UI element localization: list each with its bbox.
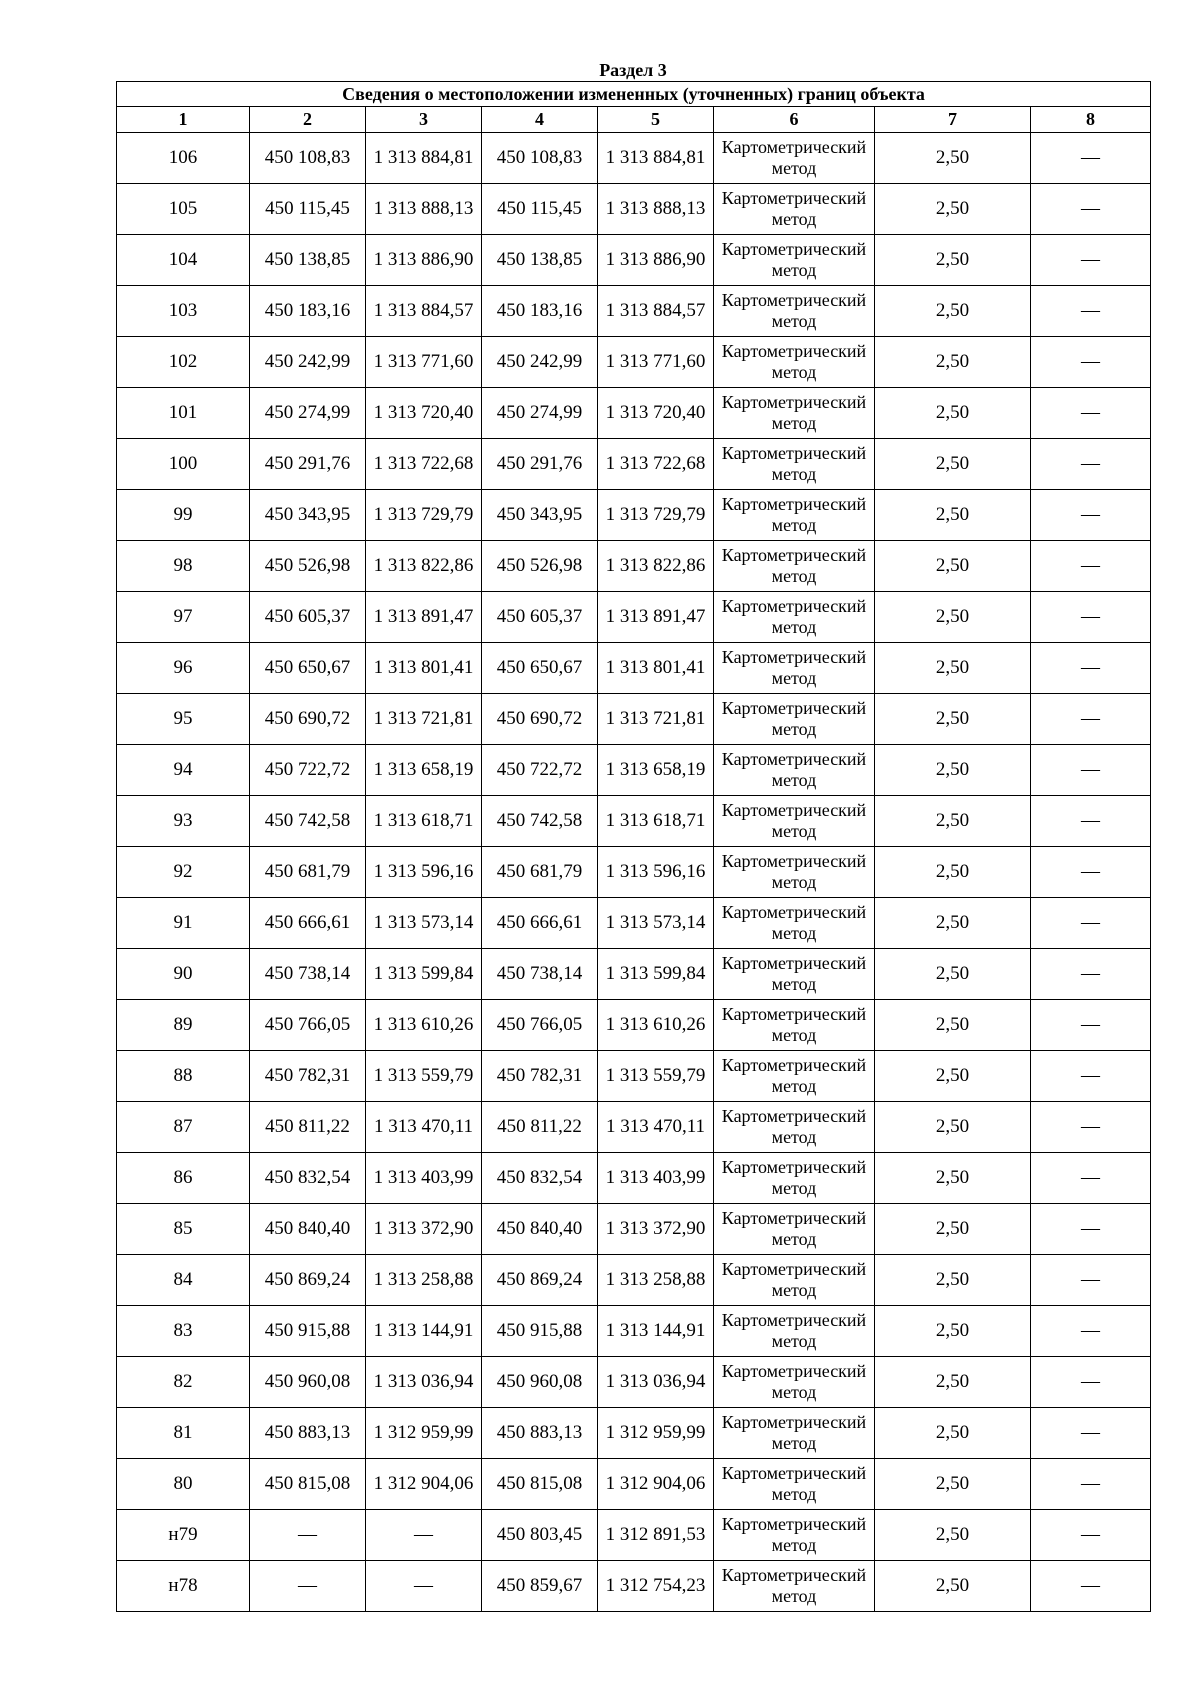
method-cell: Картометрический метод — [714, 643, 875, 694]
new-x-cell: 450 811,22 — [482, 1102, 598, 1153]
method-cell: Картометрический метод — [714, 1561, 875, 1612]
accuracy-cell: 2,50 — [875, 847, 1031, 898]
method-cell: Картометрический метод — [714, 1255, 875, 1306]
new-x-cell: 450 738,14 — [482, 949, 598, 1000]
old-y-cell: 1 313 610,26 — [366, 1000, 482, 1051]
point-number-cell: 104 — [117, 235, 250, 286]
table-row — [117, 1561, 1151, 1612]
new-y-cell: 1 313 559,79 — [598, 1051, 714, 1102]
accuracy-cell: 2,50 — [875, 1000, 1031, 1051]
old-y-cell: 1 313 721,81 — [366, 694, 482, 745]
old-x-cell: 450 274,99 — [250, 388, 366, 439]
old-y-cell: 1 313 470,11 — [366, 1102, 482, 1153]
accuracy-cell: 2,50 — [875, 184, 1031, 235]
new-y-cell: 1 312 904,06 — [598, 1459, 714, 1510]
accuracy-cell: 2,50 — [875, 1204, 1031, 1255]
old-y-cell: — — [366, 1510, 482, 1561]
point-number-cell: 92 — [117, 847, 250, 898]
accuracy-cell: 2,50 — [875, 490, 1031, 541]
accuracy-cell: 2,50 — [875, 439, 1031, 490]
old-y-cell: 1 312 904,06 — [366, 1459, 482, 1510]
method-cell: Картометрический метод — [714, 286, 875, 337]
new-x-cell: 450 766,05 — [482, 1000, 598, 1051]
old-y-cell: 1 313 891,47 — [366, 592, 482, 643]
old-x-cell: 450 138,85 — [250, 235, 366, 286]
accuracy-cell: 2,50 — [875, 541, 1031, 592]
new-y-cell: 1 313 610,26 — [598, 1000, 714, 1051]
new-x-cell: 450 526,98 — [482, 541, 598, 592]
old-y-cell: 1 313 884,81 — [366, 133, 482, 184]
accuracy-cell: 2,50 — [875, 1510, 1031, 1561]
old-y-cell: 1 313 729,79 — [366, 490, 482, 541]
old-y-cell: 1 313 658,19 — [366, 745, 482, 796]
old-x-cell: 450 681,79 — [250, 847, 366, 898]
description-cell: — — [1031, 1561, 1151, 1612]
accuracy-cell: 2,50 — [875, 1102, 1031, 1153]
new-x-cell: 450 108,83 — [482, 133, 598, 184]
description-cell: — — [1031, 949, 1151, 1000]
method-cell: Картометрический метод — [714, 1357, 875, 1408]
point-number-cell: 86 — [117, 1153, 250, 1204]
old-x-cell: 450 883,13 — [250, 1408, 366, 1459]
accuracy-cell: 2,50 — [875, 133, 1031, 184]
new-y-cell: 1 313 729,79 — [598, 490, 714, 541]
description-cell: — — [1031, 1459, 1151, 1510]
description-cell: — — [1031, 490, 1151, 541]
table-row — [117, 949, 1151, 1000]
old-x-cell: — — [250, 1510, 366, 1561]
new-x-cell: 450 782,31 — [482, 1051, 598, 1102]
method-cell: Картометрический метод — [714, 184, 875, 235]
old-x-cell: 450 832,54 — [250, 1153, 366, 1204]
description-cell: — — [1031, 1153, 1151, 1204]
description-cell: — — [1031, 133, 1151, 184]
old-y-cell: 1 313 771,60 — [366, 337, 482, 388]
accuracy-cell: 2,50 — [875, 388, 1031, 439]
description-cell: — — [1031, 1000, 1151, 1051]
old-x-cell: 450 291,76 — [250, 439, 366, 490]
old-y-cell: 1 313 372,90 — [366, 1204, 482, 1255]
new-x-cell: 450 650,67 — [482, 643, 598, 694]
accuracy-cell: 2,50 — [875, 643, 1031, 694]
method-cell: Картометрический метод — [714, 1204, 875, 1255]
point-number-cell: 85 — [117, 1204, 250, 1255]
description-cell: — — [1031, 1408, 1151, 1459]
description-cell: — — [1031, 898, 1151, 949]
table-row — [117, 1459, 1151, 1510]
old-x-cell: 450 115,45 — [250, 184, 366, 235]
method-cell: Картометрический метод — [714, 1102, 875, 1153]
accuracy-cell: 2,50 — [875, 592, 1031, 643]
method-cell: Картометрический метод — [714, 1051, 875, 1102]
description-cell: — — [1031, 745, 1151, 796]
new-x-cell: 450 681,79 — [482, 847, 598, 898]
new-y-cell: 1 313 721,81 — [598, 694, 714, 745]
old-x-cell: 450 242,99 — [250, 337, 366, 388]
old-x-cell: 450 766,05 — [250, 1000, 366, 1051]
description-cell: — — [1031, 592, 1151, 643]
point-number-cell: 96 — [117, 643, 250, 694]
point-number-cell: 102 — [117, 337, 250, 388]
new-x-cell: 450 242,99 — [482, 337, 598, 388]
table-row — [117, 1306, 1151, 1357]
point-number-cell: 91 — [117, 898, 250, 949]
column-number: 3 — [366, 107, 482, 133]
method-cell: Картометрический метод — [714, 847, 875, 898]
table-row — [117, 184, 1151, 235]
description-cell: — — [1031, 541, 1151, 592]
table-row — [117, 1408, 1151, 1459]
old-y-cell: 1 313 258,88 — [366, 1255, 482, 1306]
old-y-cell: 1 313 888,13 — [366, 184, 482, 235]
column-number: 6 — [714, 107, 875, 133]
new-y-cell: 1 313 884,57 — [598, 286, 714, 337]
column-number: 4 — [482, 107, 598, 133]
table-row — [117, 388, 1151, 439]
table-row — [117, 745, 1151, 796]
table-row — [117, 1000, 1151, 1051]
table-row — [117, 847, 1151, 898]
column-number: 8 — [1031, 107, 1151, 133]
old-y-cell: 1 313 886,90 — [366, 235, 482, 286]
new-y-cell: 1 313 658,19 — [598, 745, 714, 796]
old-x-cell: 450 782,31 — [250, 1051, 366, 1102]
description-cell: — — [1031, 847, 1151, 898]
accuracy-cell: 2,50 — [875, 286, 1031, 337]
method-cell: Картометрический метод — [714, 1153, 875, 1204]
new-y-cell: 1 313 822,86 — [598, 541, 714, 592]
method-cell: Картометрический метод — [714, 439, 875, 490]
table-caption-row — [117, 82, 1151, 107]
table-row — [117, 235, 1151, 286]
new-x-cell: 450 605,37 — [482, 592, 598, 643]
method-cell: Картометрический метод — [714, 592, 875, 643]
method-cell: Картометрический метод — [714, 235, 875, 286]
table-row — [117, 592, 1151, 643]
new-x-cell: 450 690,72 — [482, 694, 598, 745]
new-x-cell: 450 666,61 — [482, 898, 598, 949]
old-x-cell: 450 815,08 — [250, 1459, 366, 1510]
old-x-cell: 450 690,72 — [250, 694, 366, 745]
point-number-cell: 84 — [117, 1255, 250, 1306]
old-y-cell: 1 312 959,99 — [366, 1408, 482, 1459]
old-x-cell: 450 650,67 — [250, 643, 366, 694]
point-number-cell: 87 — [117, 1102, 250, 1153]
description-cell: — — [1031, 796, 1151, 847]
accuracy-cell: 2,50 — [875, 949, 1031, 1000]
description-cell: — — [1031, 337, 1151, 388]
description-cell: — — [1031, 1306, 1151, 1357]
old-x-cell: 450 666,61 — [250, 898, 366, 949]
old-y-cell: 1 313 618,71 — [366, 796, 482, 847]
old-x-cell: 450 738,14 — [250, 949, 366, 1000]
method-cell: Картометрический метод — [714, 1459, 875, 1510]
old-x-cell: 450 605,37 — [250, 592, 366, 643]
table-row — [117, 643, 1151, 694]
old-y-cell: — — [366, 1561, 482, 1612]
method-cell: Картометрический метод — [714, 949, 875, 1000]
point-number-cell: 101 — [117, 388, 250, 439]
table-row — [117, 337, 1151, 388]
accuracy-cell: 2,50 — [875, 1561, 1031, 1612]
old-x-cell: 450 960,08 — [250, 1357, 366, 1408]
old-y-cell: 1 313 403,99 — [366, 1153, 482, 1204]
old-x-cell: 450 811,22 — [250, 1102, 366, 1153]
column-number: 7 — [875, 107, 1031, 133]
old-x-cell: 450 742,58 — [250, 796, 366, 847]
point-number-cell: 89 — [117, 1000, 250, 1051]
new-x-cell: 450 138,85 — [482, 235, 598, 286]
column-number: 5 — [598, 107, 714, 133]
description-cell: — — [1031, 1204, 1151, 1255]
new-x-cell: 450 183,16 — [482, 286, 598, 337]
description-cell: — — [1031, 694, 1151, 745]
old-y-cell: 1 313 596,16 — [366, 847, 482, 898]
old-x-cell: 450 722,72 — [250, 745, 366, 796]
new-y-cell: 1 313 144,91 — [598, 1306, 714, 1357]
accuracy-cell: 2,50 — [875, 1459, 1031, 1510]
point-number-cell: 94 — [117, 745, 250, 796]
new-x-cell: 450 803,45 — [482, 1510, 598, 1561]
method-cell: Картометрический метод — [714, 541, 875, 592]
table-row — [117, 1255, 1151, 1306]
table-row — [117, 1102, 1151, 1153]
description-cell: — — [1031, 1051, 1151, 1102]
new-y-cell: 1 313 573,14 — [598, 898, 714, 949]
new-y-cell: 1 312 959,99 — [598, 1408, 714, 1459]
new-x-cell: 450 832,54 — [482, 1153, 598, 1204]
old-x-cell: 450 343,95 — [250, 490, 366, 541]
table-caption: Сведения о местоположении измененных (уточненных) границ объекта — [117, 82, 1151, 107]
new-y-cell: 1 313 888,13 — [598, 184, 714, 235]
method-cell: Картометрический метод — [714, 1000, 875, 1051]
old-x-cell: — — [250, 1561, 366, 1612]
table-row — [117, 1204, 1151, 1255]
description-cell: — — [1031, 1357, 1151, 1408]
new-x-cell: 450 722,72 — [482, 745, 598, 796]
table-row — [117, 439, 1151, 490]
table-row — [117, 796, 1151, 847]
old-x-cell: 450 183,16 — [250, 286, 366, 337]
accuracy-cell: 2,50 — [875, 1153, 1031, 1204]
new-y-cell: 1 313 596,16 — [598, 847, 714, 898]
new-x-cell: 450 960,08 — [482, 1357, 598, 1408]
accuracy-cell: 2,50 — [875, 1408, 1031, 1459]
old-y-cell: 1 313 573,14 — [366, 898, 482, 949]
accuracy-cell: 2,50 — [875, 1306, 1031, 1357]
point-number-cell: 80 — [117, 1459, 250, 1510]
old-x-cell: 450 840,40 — [250, 1204, 366, 1255]
old-x-cell: 450 526,98 — [250, 541, 366, 592]
new-x-cell: 450 291,76 — [482, 439, 598, 490]
new-x-cell: 450 815,08 — [482, 1459, 598, 1510]
new-x-cell: 450 915,88 — [482, 1306, 598, 1357]
column-number: 1 — [117, 107, 250, 133]
boundary-coordinates-table — [116, 81, 1151, 1612]
new-x-cell: 450 869,24 — [482, 1255, 598, 1306]
new-y-cell: 1 313 372,90 — [598, 1204, 714, 1255]
method-cell: Картометрический метод — [714, 1510, 875, 1561]
method-cell: Картометрический метод — [714, 898, 875, 949]
table-row — [117, 133, 1151, 184]
old-y-cell: 1 313 144,91 — [366, 1306, 482, 1357]
method-cell: Картометрический метод — [714, 694, 875, 745]
old-y-cell: 1 313 720,40 — [366, 388, 482, 439]
table-row — [117, 1510, 1151, 1561]
description-cell: — — [1031, 1102, 1151, 1153]
description-cell: — — [1031, 388, 1151, 439]
accuracy-cell: 2,50 — [875, 796, 1031, 847]
new-x-cell: 450 859,67 — [482, 1561, 598, 1612]
new-y-cell: 1 313 403,99 — [598, 1153, 714, 1204]
table-row — [117, 286, 1151, 337]
old-y-cell: 1 313 722,68 — [366, 439, 482, 490]
description-cell: — — [1031, 1255, 1151, 1306]
table-row — [117, 1357, 1151, 1408]
old-x-cell: 450 915,88 — [250, 1306, 366, 1357]
point-number-cell: 93 — [117, 796, 250, 847]
table-row — [117, 541, 1151, 592]
point-number-cell: 83 — [117, 1306, 250, 1357]
accuracy-cell: 2,50 — [875, 898, 1031, 949]
new-x-cell: 450 840,40 — [482, 1204, 598, 1255]
section-title: Раздел 3 — [599, 60, 667, 80]
point-number-cell: 98 — [117, 541, 250, 592]
accuracy-cell: 2,50 — [875, 1357, 1031, 1408]
new-y-cell: 1 313 258,88 — [598, 1255, 714, 1306]
new-y-cell: 1 313 884,81 — [598, 133, 714, 184]
column-number: 2 — [250, 107, 366, 133]
point-number-cell: 90 — [117, 949, 250, 1000]
old-y-cell: 1 313 559,79 — [366, 1051, 482, 1102]
point-number-cell: 106 — [117, 133, 250, 184]
method-cell: Картометрический метод — [714, 1408, 875, 1459]
point-number-cell: 105 — [117, 184, 250, 235]
table-body — [117, 82, 1151, 1612]
new-y-cell: 1 313 722,68 — [598, 439, 714, 490]
old-y-cell: 1 313 884,57 — [366, 286, 482, 337]
new-y-cell: 1 313 036,94 — [598, 1357, 714, 1408]
point-number-cell: 82 — [117, 1357, 250, 1408]
accuracy-cell: 2,50 — [875, 235, 1031, 286]
new-x-cell: 450 115,45 — [482, 184, 598, 235]
table-row — [117, 694, 1151, 745]
point-number-cell: 95 — [117, 694, 250, 745]
method-cell: Картометрический метод — [714, 133, 875, 184]
description-cell: — — [1031, 643, 1151, 694]
old-y-cell: 1 313 599,84 — [366, 949, 482, 1000]
description-cell: — — [1031, 439, 1151, 490]
new-y-cell: 1 313 891,47 — [598, 592, 714, 643]
old-y-cell: 1 313 801,41 — [366, 643, 482, 694]
method-cell: Картометрический метод — [714, 745, 875, 796]
point-number-cell: 103 — [117, 286, 250, 337]
table-row — [117, 1153, 1151, 1204]
method-cell: Картометрический метод — [714, 796, 875, 847]
method-cell: Картометрический метод — [714, 337, 875, 388]
accuracy-cell: 2,50 — [875, 337, 1031, 388]
new-y-cell: 1 313 801,41 — [598, 643, 714, 694]
new-x-cell: 450 883,13 — [482, 1408, 598, 1459]
description-cell: — — [1031, 184, 1151, 235]
point-number-cell: 97 — [117, 592, 250, 643]
new-y-cell: 1 312 891,53 — [598, 1510, 714, 1561]
old-y-cell: 1 313 036,94 — [366, 1357, 482, 1408]
method-cell: Картометрический метод — [714, 490, 875, 541]
table-row — [117, 490, 1151, 541]
new-y-cell: 1 313 470,11 — [598, 1102, 714, 1153]
accuracy-cell: 2,50 — [875, 1051, 1031, 1102]
new-y-cell: 1 313 599,84 — [598, 949, 714, 1000]
old-y-cell: 1 313 822,86 — [366, 541, 482, 592]
description-cell: — — [1031, 286, 1151, 337]
point-number-cell: н78 — [117, 1561, 250, 1612]
method-cell: Картометрический метод — [714, 388, 875, 439]
point-number-cell: 81 — [117, 1408, 250, 1459]
point-number-cell: н79 — [117, 1510, 250, 1561]
new-y-cell: 1 313 886,90 — [598, 235, 714, 286]
new-x-cell: 450 274,99 — [482, 388, 598, 439]
accuracy-cell: 2,50 — [875, 694, 1031, 745]
column-number-row — [117, 107, 1151, 133]
old-x-cell: 450 108,83 — [250, 133, 366, 184]
new-x-cell: 450 343,95 — [482, 490, 598, 541]
description-cell: — — [1031, 235, 1151, 286]
point-number-cell: 100 — [117, 439, 250, 490]
new-y-cell: 1 313 771,60 — [598, 337, 714, 388]
method-cell: Картометрический метод — [714, 1306, 875, 1357]
new-y-cell: 1 313 720,40 — [598, 388, 714, 439]
accuracy-cell: 2,50 — [875, 1255, 1031, 1306]
description-cell: — — [1031, 1510, 1151, 1561]
table-row — [117, 1051, 1151, 1102]
table-row — [117, 898, 1151, 949]
new-y-cell: 1 312 754,23 — [598, 1561, 714, 1612]
new-x-cell: 450 742,58 — [482, 796, 598, 847]
point-number-cell: 88 — [117, 1051, 250, 1102]
new-y-cell: 1 313 618,71 — [598, 796, 714, 847]
old-x-cell: 450 869,24 — [250, 1255, 366, 1306]
accuracy-cell: 2,50 — [875, 745, 1031, 796]
point-number-cell: 99 — [117, 490, 250, 541]
